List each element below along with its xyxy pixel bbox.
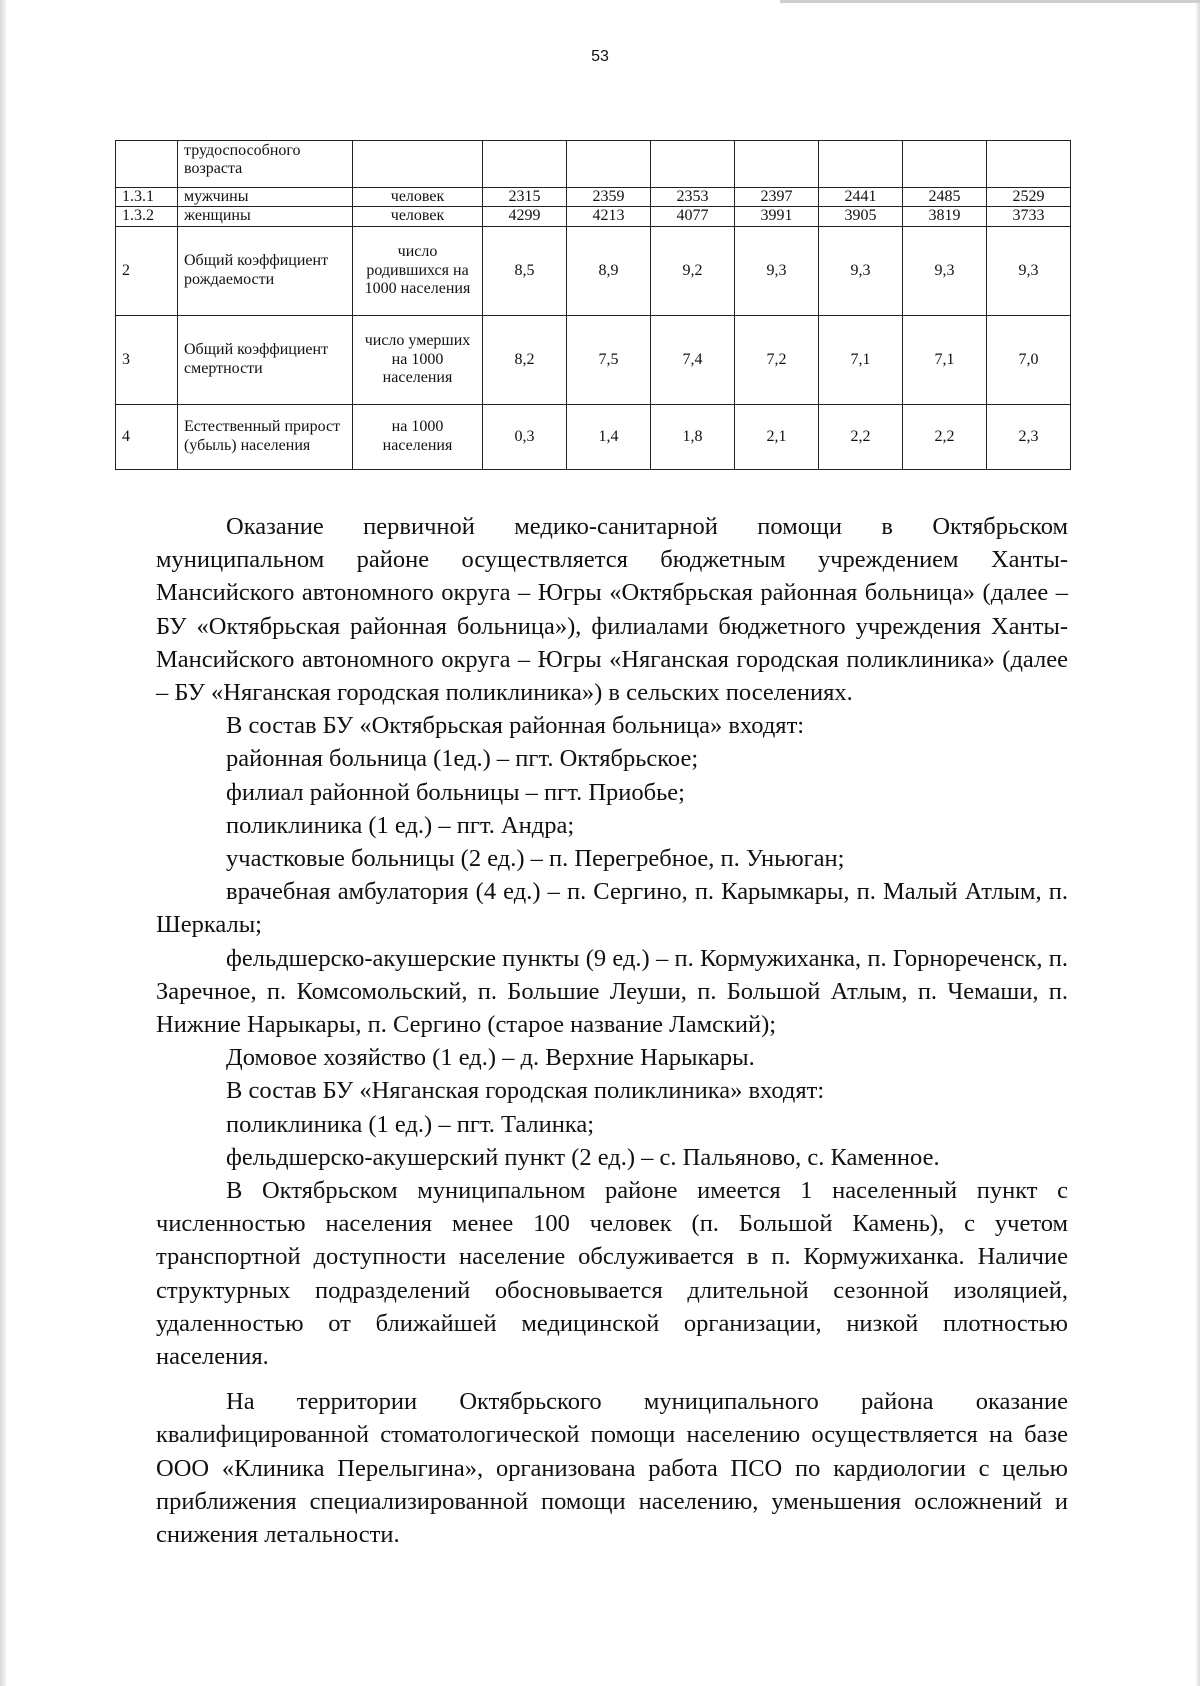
unit-cell: число родившихся на 1000 населения	[353, 226, 483, 315]
value-cell: 4299	[483, 207, 567, 226]
value-cell: 2397	[735, 188, 819, 207]
unit-cell: человек	[353, 207, 483, 226]
value-cell: 2315	[483, 188, 567, 207]
unit-cell: число умерших на 1000 населения	[353, 315, 483, 404]
indicator-name: Естественный прирост (убыль) населения	[178, 404, 353, 469]
table-row	[116, 226, 1071, 315]
value-cell: 2,3	[987, 404, 1071, 469]
value-cell: 3905	[819, 207, 903, 226]
list-item: участковые больницы (2 ед.) – п. Перегребное, п. Уньюган;	[226, 845, 845, 873]
value-cell: 1,8	[651, 404, 735, 469]
value-cell: 9,3	[903, 226, 987, 315]
table-row	[116, 315, 1071, 404]
paragraph: В Октябрьском муниципальном районе имеется 1 населенный пункт с численностью населения менее 100 человек (п. Большой Камень), с учетом транспортной доступности население обслуживается в п. Кормужиханка. Наличие структурных подразделений обосновывается длительной сезонной изоляцией, удаленностью от ближайшей медицинской организации, низкой плотностью населения.	[156, 1177, 1068, 1371]
list-item: фельдшерско-акушерский пункт (2 ед.) – с. Пальяново, с. Каменное.	[226, 1143, 940, 1171]
value-cell: 8,5	[483, 226, 567, 315]
list-item: филиал районной больницы – пгт. Приобье;	[226, 778, 685, 806]
row-number: 2	[116, 226, 178, 315]
value-cell	[483, 141, 567, 188]
paragraph: На территории Октябрьского муниципального района оказание квалифицированной стоматологической помощи населению осуществляется на базе ООО «Клиника Перелыгина», организована работа ПСО по кардиологии с целью приближения специализированной помощи населению, уменьшения осложнений и снижения летальности.	[156, 1388, 1068, 1549]
indicator-name: мужчины	[178, 188, 353, 207]
row-number: 1.3.2	[116, 207, 178, 226]
indicator-name: Общий коэффициент смертности	[178, 315, 353, 404]
paragraph: Оказание первичной медико-санитарной помощи в Октябрьском муниципальном районе осуществляется бюджетным учреждением Ханты-Мансийского автономного округа – Югры «Октябрьская районная больница» (далее – БУ «Октябрьская районная больница»), филиалами бюджетного учреждения Ханты-Мансийского автономного округа – Югры «Няганская городская поликлиника» (далее – БУ «Няганская городская поликлиника») в сельских поселениях.	[156, 513, 1068, 707]
value-cell: 7,5	[567, 315, 651, 404]
unit-cell	[353, 141, 483, 188]
value-cell: 7,1	[903, 315, 987, 404]
value-cell: 2353	[651, 188, 735, 207]
value-cell: 8,9	[567, 226, 651, 315]
scan-edge-left	[0, 0, 6, 1686]
list-item: врачебная амбулатория (4 ед.) – п. Сергино, п. Карымкары, п. Малый Атлым, п. Шеркалы;	[156, 878, 1068, 939]
statistics-table	[115, 140, 1071, 470]
body-text	[156, 510, 1068, 1551]
indicator-name: Общий коэффициент рождаемости	[178, 226, 353, 315]
value-cell: 2,2	[819, 404, 903, 469]
paragraph: В состав БУ «Няганская городская поликлиника» входят:	[226, 1077, 825, 1105]
value-cell: 7,2	[735, 315, 819, 404]
value-cell: 7,0	[987, 315, 1071, 404]
table-row	[116, 207, 1071, 226]
value-cell: 0,3	[483, 404, 567, 469]
value-cell: 9,3	[735, 226, 819, 315]
paragraph: В состав БУ «Октябрьская районная больница» входят:	[226, 712, 805, 740]
value-cell: 2,2	[903, 404, 987, 469]
scan-edge-right	[1196, 0, 1200, 1686]
value-cell: 7,1	[819, 315, 903, 404]
value-cell	[987, 141, 1071, 188]
row-number	[116, 141, 178, 188]
value-cell: 4077	[651, 207, 735, 226]
list-item: Домовое хозяйство (1 ед.) – д. Верхние Нарыкары.	[226, 1044, 755, 1072]
value-cell: 3991	[735, 207, 819, 226]
list-item: поликлиника (1 ед.) – пгт. Талинка;	[226, 1110, 595, 1138]
value-cell: 9,3	[819, 226, 903, 315]
list-item: районная больница (1ед.) – пгт. Октябрьское;	[226, 745, 699, 773]
table-row	[116, 141, 1071, 188]
unit-cell: человек	[353, 188, 483, 207]
value-cell: 3733	[987, 207, 1071, 226]
value-cell: 7,4	[651, 315, 735, 404]
row-number: 3	[116, 315, 178, 404]
value-cell	[735, 141, 819, 188]
unit-cell: на 1000 населения	[353, 404, 483, 469]
value-cell: 2441	[819, 188, 903, 207]
value-cell	[819, 141, 903, 188]
value-cell	[651, 141, 735, 188]
list-item: поликлиника (1 ед.) – пгт. Андра;	[226, 811, 575, 839]
table-row	[116, 404, 1071, 469]
value-cell	[903, 141, 987, 188]
row-number: 1.3.1	[116, 188, 178, 207]
scan-edge-top	[780, 0, 1200, 3]
value-cell: 3819	[903, 207, 987, 226]
indicator-name: женщины	[178, 207, 353, 226]
value-cell: 2485	[903, 188, 987, 207]
row-number: 4	[116, 404, 178, 469]
indicator-name: трудоспособного возраста	[178, 141, 353, 188]
value-cell: 4213	[567, 207, 651, 226]
value-cell: 9,2	[651, 226, 735, 315]
table-row	[116, 188, 1071, 207]
value-cell: 9,3	[987, 226, 1071, 315]
value-cell: 2,1	[735, 404, 819, 469]
value-cell: 8,2	[483, 315, 567, 404]
value-cell: 2359	[567, 188, 651, 207]
value-cell: 1,4	[567, 404, 651, 469]
list-item: фельдшерско-акушерские пункты (9 ед.) – п. Кормужиханка, п. Горнореченск, п. Заречное, п. Комсомольский, п. Большие Леуши, п. Большой Атлым, п. Чемаши, п. Нижние Нарыкары, п. Сергино (старое название Ламский);	[156, 944, 1068, 1039]
page-number: 53	[591, 48, 609, 65]
value-cell	[567, 141, 651, 188]
value-cell: 2529	[987, 188, 1071, 207]
